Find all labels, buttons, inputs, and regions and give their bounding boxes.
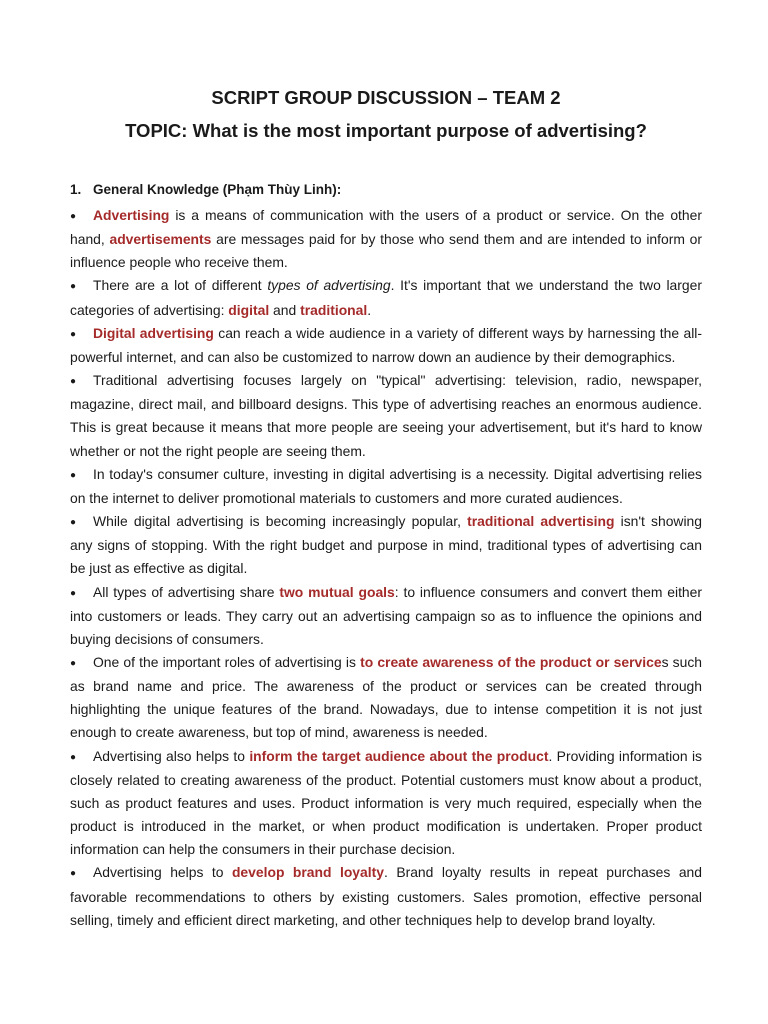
paragraph-text: can reach a wide audience in a variety of different ways by harnessing the all-powerful internet, and can also be customized to narrow down an audience by their demographics. <box>70 324 702 365</box>
highlighted-term: traditional advertising <box>467 513 615 530</box>
paragraph-text: isn't showing any signs of stopping. With the right budget and purpose in mind, traditional types of advertising can be just as effective as digital. <box>70 513 702 577</box>
paragraph-text: is a means of communication with the users of a product or service. On the other hand, <box>70 207 702 248</box>
bullet-paragraph <box>70 510 702 580</box>
paragraph-text: are messages paid for by those who send them and are intended to inform or influence people who receive them. <box>70 231 702 271</box>
highlighted-term: digital <box>228 301 270 318</box>
paragraph-text: All types of advertising share <box>93 583 280 600</box>
paragraph-text: While digital advertising is becoming increasingly popular, <box>93 513 468 530</box>
section-title: General Knowledge (Phạm Thùy Linh): <box>93 182 342 197</box>
paragraph-text: . Brand loyalty results in repeat purchases and favorable recommendations to others by existing customers. Sales promotion, effective personal selling, timely and efficient direct marketing, and other techniques help to develop brand loyalty. <box>70 864 702 928</box>
highlighted-term: develop brand loyalty <box>231 864 384 881</box>
bullet-paragraph <box>70 581 702 651</box>
bullet-icon: ● <box>70 657 77 669</box>
highlighted-term: traditional <box>300 301 368 318</box>
highlighted-term: inform the target audience about the product <box>249 747 549 764</box>
paragraph-text: One of the important roles of advertising is <box>93 653 361 670</box>
bullet-paragraph <box>70 322 702 369</box>
highlighted-term: Digital advertising <box>93 324 214 341</box>
highlighted-term: advertisements <box>109 231 212 248</box>
highlighted-term: Advertising <box>93 207 170 223</box>
bullet-icon: ● <box>70 281 77 293</box>
paragraph-text: . It's important that we understand the two larger categories of advertising: <box>70 277 702 318</box>
bullet-paragraph <box>70 204 702 274</box>
bullet-paragraph <box>70 651 702 745</box>
bullet-paragraph <box>70 369 702 463</box>
bullet-icon: ● <box>70 587 77 599</box>
bullet-icon: ● <box>70 469 77 481</box>
bullet-icon: ● <box>70 376 77 388</box>
bullet-icon: ● <box>70 868 77 880</box>
bullet-paragraph <box>70 861 702 931</box>
paragraph-text: and <box>269 301 301 318</box>
section-heading <box>70 182 341 197</box>
paragraph-text: In today's consumer culture, investing in digital advertising is a necessity. Digital advertising relies on the internet to deliver promotional materials to customers and more curated audiences. <box>70 465 702 506</box>
paragraph-text: s such as brand name and price. The awareness of the product or services can be created through highlighting the unique features of the brand. Nowadays, due to intense competition it is not just enough to create awareness, but top of mind, awareness is needed. <box>70 653 703 741</box>
bullet-icon: ● <box>70 328 77 340</box>
document-title: SCRIPT GROUP DISCUSSION – TEAM 2 <box>211 87 561 108</box>
paragraph-text: : to influence consumers and convert them either into customers or leads. They carry out an advertising campaign so as to influence the opinions and buying decisions of consumers. <box>70 583 702 647</box>
paragraph-text: There are a lot of different <box>93 277 268 294</box>
paragraph-text: . <box>367 301 372 318</box>
paragraph-text: Traditional advertising focuses largely on "typical" advertising: television, radio, newspaper, magazine, direct mail, and billboard designs. This type of advertising reaches an enormous audience. This is great because it means that more people are seeing your advertisement, but it's hard to know whether or not the right people are seeing them. <box>70 372 702 459</box>
bullet-icon: ● <box>70 751 77 763</box>
document-topic: TOPIC: What is the most important purpose of advertising? <box>125 120 647 141</box>
bullet-paragraph <box>70 274 702 321</box>
bullet-paragraph <box>70 463 702 510</box>
highlighted-term: two mutual goals <box>279 583 395 600</box>
paragraph-text: . Providing information is closely related to creating awareness of the product. Potential customers must know about a product, such as product features and uses. Product information is very much required, especially when the product is introduced in the market, or when product modification is undertaken. Proper product information can help the consumers in their purchase decision. <box>70 747 702 858</box>
bullet-icon: ● <box>70 517 77 529</box>
bullet-paragraph <box>70 745 702 862</box>
bullet-icon: ● <box>70 211 77 222</box>
section-body <box>70 204 702 932</box>
highlighted-term: to create awareness of the product or service <box>360 653 662 670</box>
emphasized-text: types of advertising <box>267 277 391 294</box>
paragraph-text: Advertising also helps to <box>93 747 250 764</box>
section-number: 1. <box>70 182 82 197</box>
paragraph-text: Advertising helps to <box>93 864 232 881</box>
